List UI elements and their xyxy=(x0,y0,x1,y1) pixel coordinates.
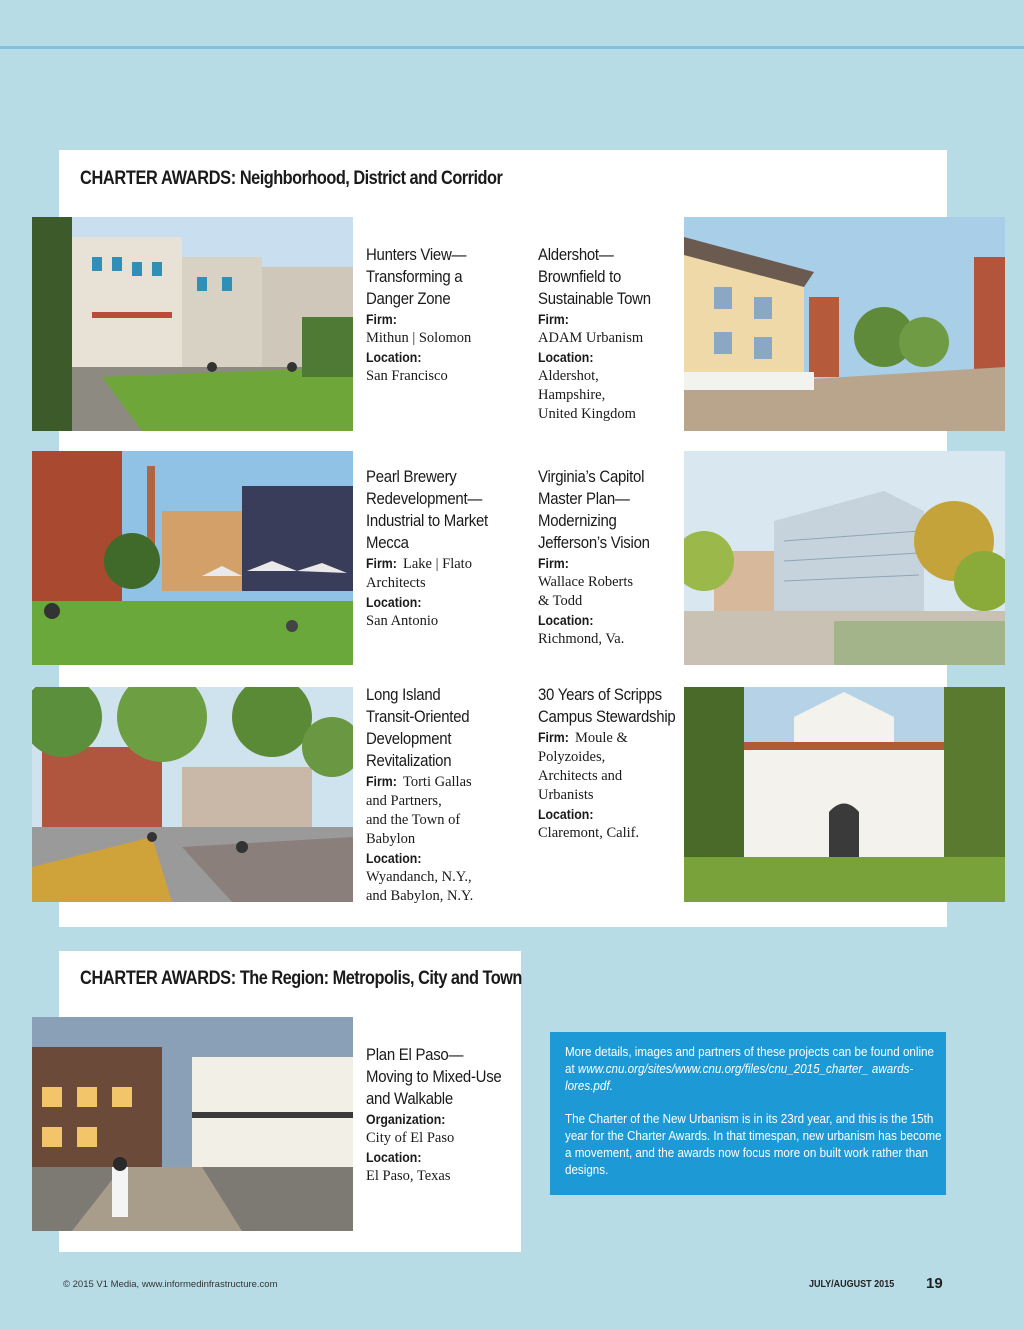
location-label: Location: xyxy=(366,349,422,365)
firm-value: Moule & xyxy=(575,730,628,746)
photo-pearl-brewery xyxy=(32,451,353,665)
location-value: Wyandanch, N.Y., xyxy=(366,869,472,885)
location-label: Location: xyxy=(366,594,422,610)
firm-value: ADAM Urbanism xyxy=(538,330,644,346)
info-box xyxy=(550,1032,946,1195)
footer-copyright: © 2015 V1 Media, www.informedinfrastructure.com xyxy=(63,1279,278,1290)
firm-label: Firm: xyxy=(366,311,397,327)
firm-label: Firm: xyxy=(366,555,397,571)
firm-label: Firm: xyxy=(538,729,569,745)
organization-label: Organization: xyxy=(366,1111,446,1127)
location-value: Aldershot, xyxy=(538,368,599,384)
firm-value: Torti Gallas xyxy=(403,774,472,790)
firm-value: Urbanists xyxy=(538,787,594,803)
photo-scripps-campus xyxy=(684,687,1005,902)
location-label: Location: xyxy=(366,850,422,866)
top-rule xyxy=(0,46,1024,49)
project-entry-el-paso xyxy=(366,1044,536,1186)
project-title: Long Island Transit-Oriented Development Revitalization xyxy=(366,685,470,770)
firm-label: Firm: xyxy=(538,555,569,571)
info-paragraph-charter: The Charter of the New Urbanism is in its 23rd year, and this is the 15th year for the Charter Awards. In that timespan, new urbanism has become a movement, and the awards now focus more on built work rather than designs. xyxy=(565,1112,942,1177)
location-value: Hampshire, xyxy=(538,387,606,403)
location-label: Location: xyxy=(538,612,594,628)
firm-value: and the Town of xyxy=(366,812,461,828)
firm-value: Mithun | Solomon xyxy=(366,330,472,346)
location-label: Location: xyxy=(366,1149,422,1165)
firm-label: Firm: xyxy=(538,311,569,327)
organization-value: City of El Paso xyxy=(366,1130,455,1146)
photo-virginia-capitol xyxy=(684,451,1005,665)
firm-value: Wallace Roberts xyxy=(538,574,634,590)
section-title-region: CHARTER AWARDS: The Region: Metropolis, City and Town xyxy=(80,968,522,989)
location-value: San Antonio xyxy=(366,613,439,629)
footer-issue-date: JULY/AUGUST 2015 xyxy=(809,1279,895,1290)
location-value: Richmond, Va. xyxy=(538,631,625,647)
project-title: Aldershot— Brownfield to Sustainable Town xyxy=(538,245,651,308)
firm-value: Polyzoides, xyxy=(538,749,606,765)
photo-long-island xyxy=(32,687,353,902)
page-number: 19 xyxy=(926,1275,943,1292)
project-entry-virginia-capitol xyxy=(538,466,708,649)
project-title: Hunters View— Transforming a Danger Zone xyxy=(366,245,467,308)
location-value: San Francisco xyxy=(366,368,448,384)
firm-value: & Todd xyxy=(538,593,583,609)
details-link[interactable]: www.cnu.org/sites/www.cnu.org/files/cnu_2015_charter_ awards-lores.pdf. xyxy=(565,1062,914,1093)
photo-aldershot xyxy=(684,217,1005,431)
section-title-neighborhood: CHARTER AWARDS: Neighborhood, District and Corridor xyxy=(80,168,503,189)
info-paragraph-details: More details, images and partners of these projects can be found online at www.cnu.org/sites/www.cnu.org/files/cnu_2015_charter_ awards-lores.pdf. xyxy=(565,1045,934,1093)
firm-value: Architects and xyxy=(538,768,623,784)
photo-hunters-view xyxy=(32,217,353,431)
location-label: Location: xyxy=(538,349,594,365)
project-title: Plan El Paso— Moving to Mixed-Use and Walkable xyxy=(366,1045,502,1108)
project-entry-hunters-view xyxy=(366,244,536,386)
firm-value: Architects xyxy=(366,575,426,591)
firm-value: and Partners, xyxy=(366,793,442,809)
project-entry-aldershot xyxy=(538,244,708,424)
location-value: El Paso, Texas xyxy=(366,1168,451,1184)
location-label: Location: xyxy=(538,806,594,822)
firm-value: Babylon xyxy=(366,831,416,847)
location-value: and Babylon, N.Y. xyxy=(366,888,474,904)
project-entry-pearl-brewery xyxy=(366,466,536,631)
project-title: Virginia’s Capitol Master Plan— Modernizing Jefferson’s Vision xyxy=(538,467,650,552)
project-entry-scripps xyxy=(538,684,708,843)
firm-value: Lake | Flato xyxy=(403,556,472,572)
project-title: 30 Years of Scripps Campus Stewardship xyxy=(538,685,676,726)
location-value: Claremont, Calif. xyxy=(538,825,640,841)
project-entry-long-island xyxy=(366,684,536,906)
photo-plan-el-paso xyxy=(32,1017,353,1231)
project-title: Pearl Brewery Redevelopment— Industrial to Market Mecca xyxy=(366,467,488,552)
location-value: United Kingdom xyxy=(538,406,636,422)
firm-label: Firm: xyxy=(366,773,397,789)
